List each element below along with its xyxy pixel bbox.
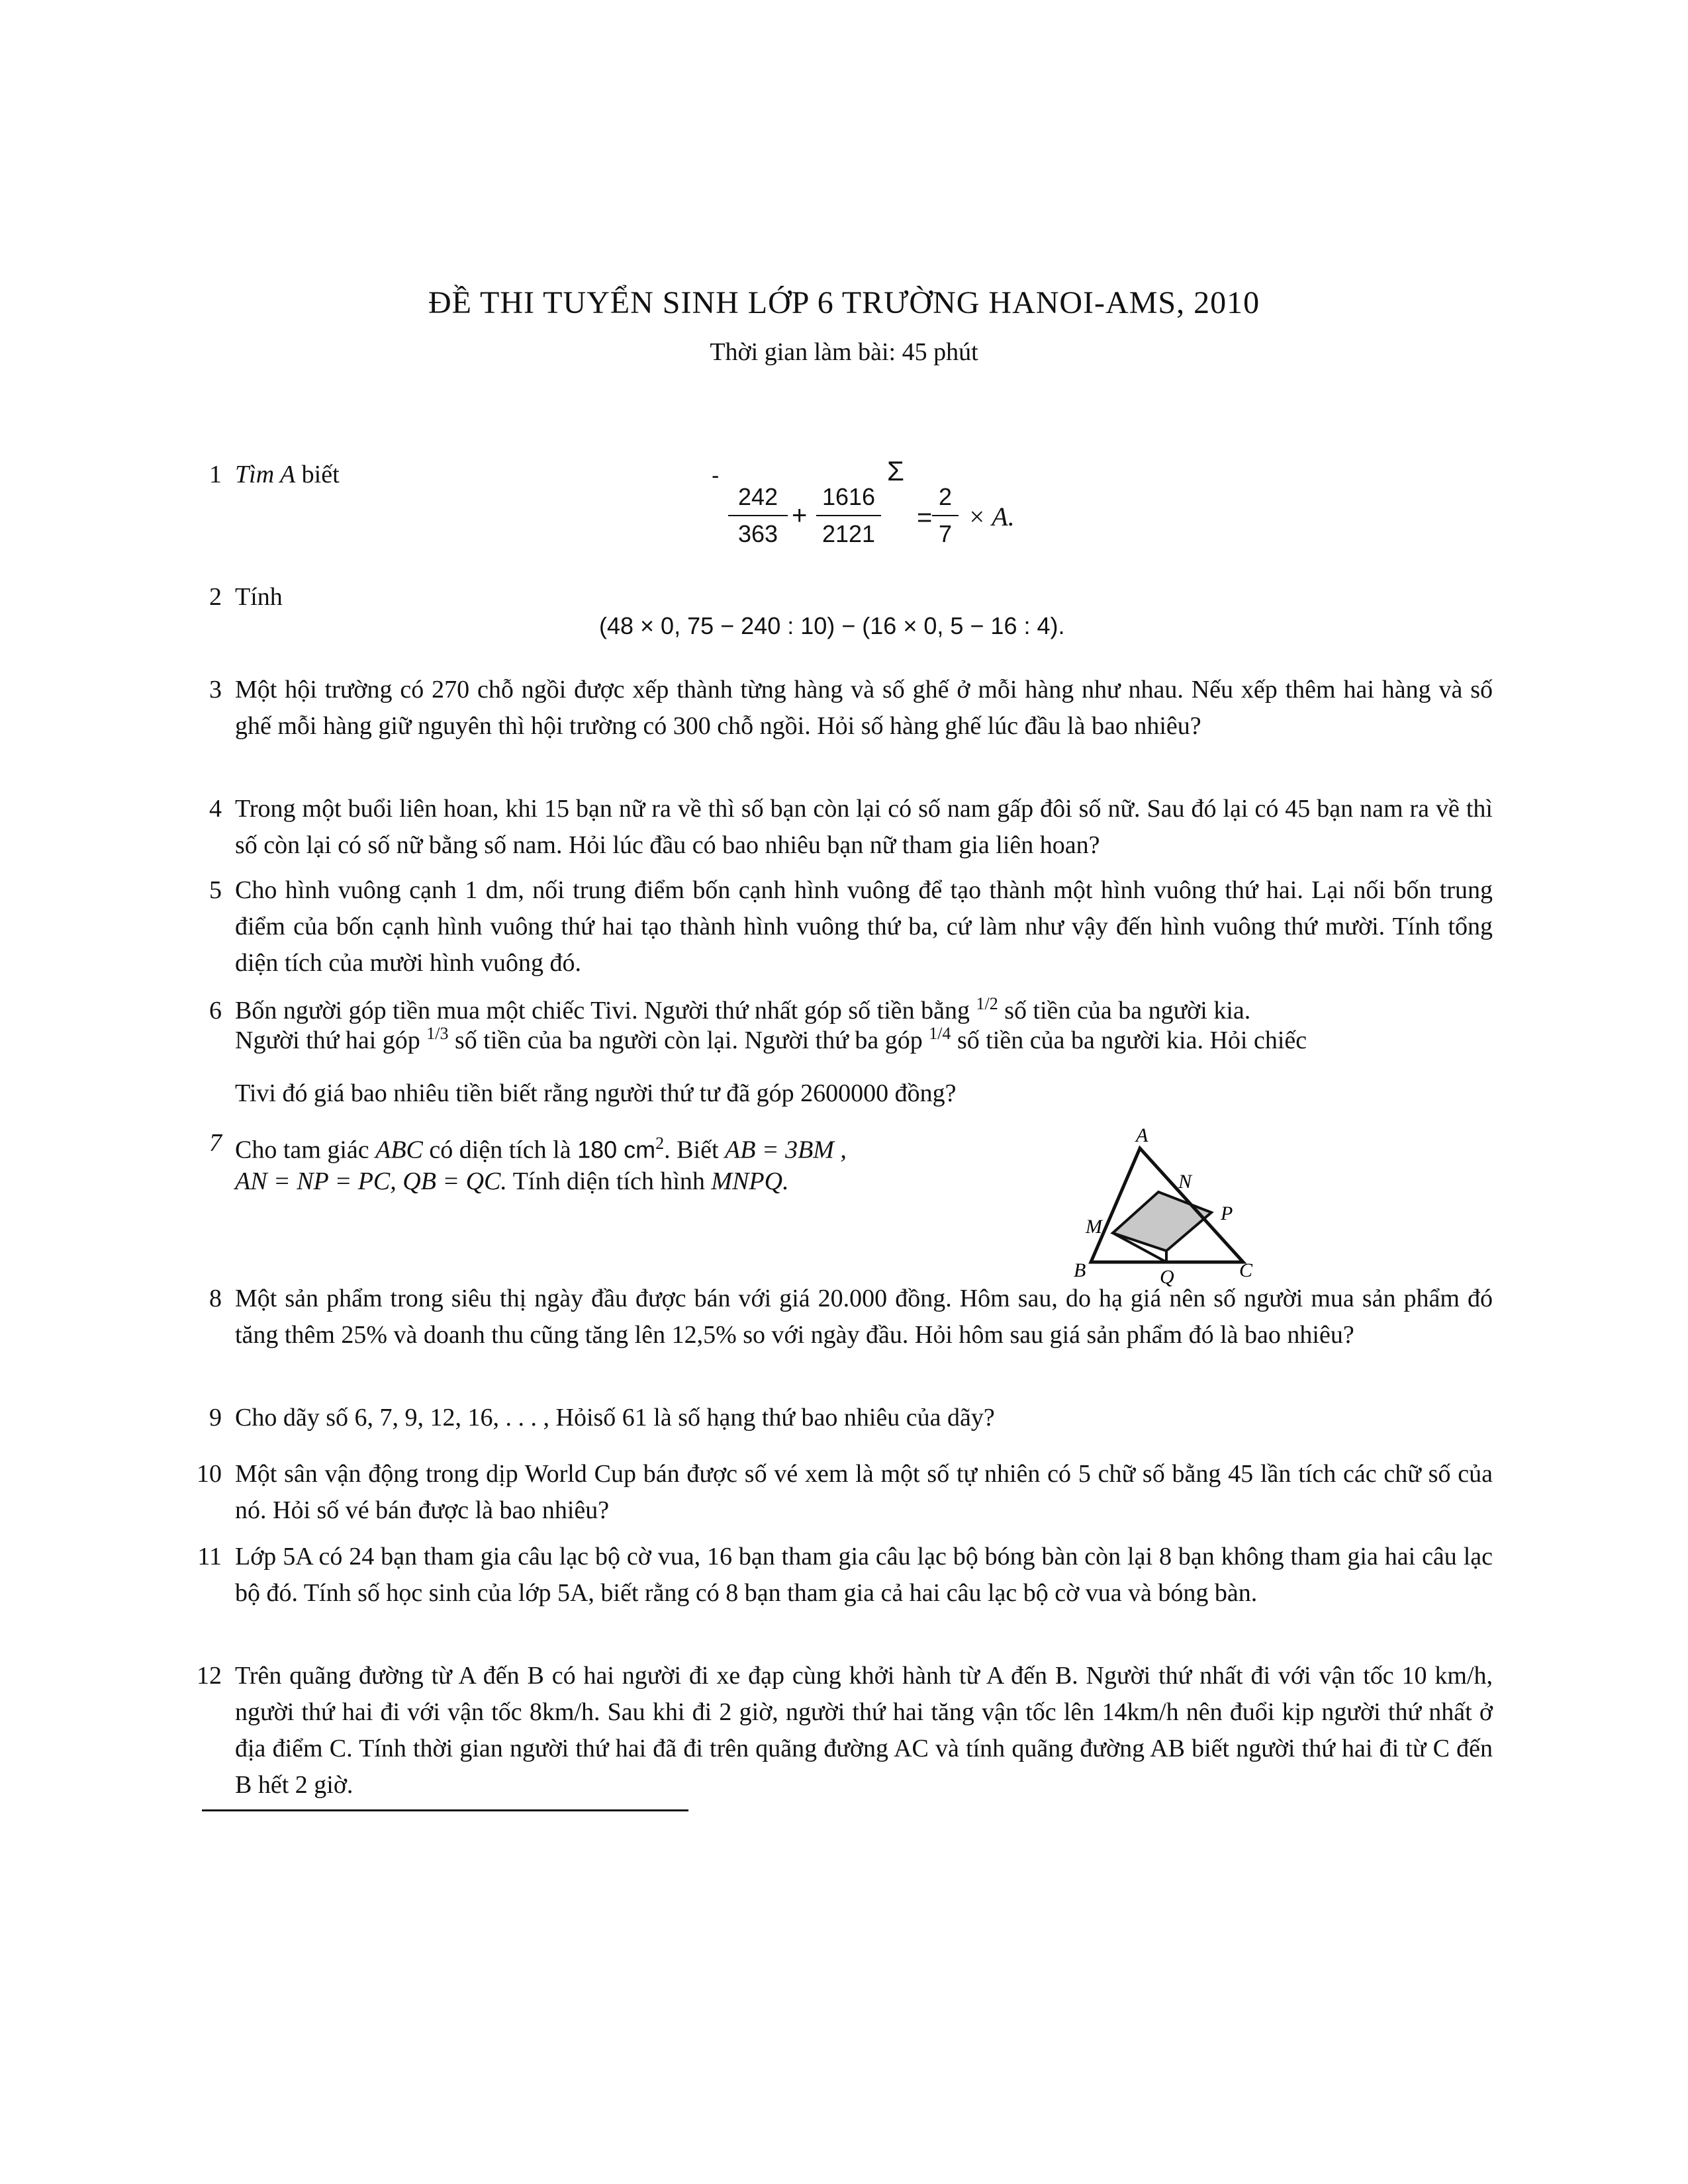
problem-text: Tính — [235, 583, 283, 611]
problem-number: 1 — [209, 461, 222, 488]
eq1-equals: = — [917, 503, 933, 532]
label-m: M — [1086, 1216, 1102, 1238]
eq1-fraction-1 — [728, 483, 788, 548]
label-c: C — [1239, 1259, 1253, 1281]
eq1-fraction-3 — [932, 483, 959, 548]
problem-7-line-1 — [235, 1125, 1096, 1169]
problem-6-line-2 — [235, 1023, 1499, 1061]
eq1-f2-den: 2121 — [821, 520, 876, 547]
problem-number: 9 — [209, 1404, 222, 1432]
eq1-f3-num: 2 — [932, 483, 959, 516]
p6-fraction-third: 1/3 — [426, 1024, 449, 1043]
problem-7 — [185, 1125, 1496, 1205]
eq1-f1-num: 242 — [728, 483, 788, 516]
problem-number: 10 — [197, 1460, 222, 1488]
problem-text: Một sản phẩm trong siêu thị ngày đầu được bán với giá 20.000 đồng. Hôm sau, do hạ giá nên số người mua sản phẩm đó tăng thêm 25% và doanh thu cũng tăng lên 12,5% so với ngày đầu. Hỏi hôm sau giá sản phẩm đó là bao nhiêu? — [235, 1285, 1493, 1349]
p7-text-b: có diện tích là — [429, 1136, 571, 1164]
label-q: Q — [1160, 1266, 1174, 1288]
problem-number: 2 — [209, 583, 222, 611]
eq1-plus: + — [792, 501, 808, 530]
exam-title: ĐỀ THI TUYỂN SINH LỚP 6 TRƯỜNG HANOI-AMS, 2010 — [428, 285, 1260, 320]
equation-2: (48 × 0, 75 − 240 : 10) − (16 × 0, 5 − 16 : 4). — [599, 612, 1065, 639]
p6-fraction-quarter: 1/4 — [929, 1024, 951, 1043]
p6-text-b: số tiền của ba người kia. — [1004, 997, 1251, 1024]
p7-triangle-name: ABC — [375, 1136, 423, 1164]
footnote-rule — [202, 1809, 688, 1811]
p7-area: 180 cm — [577, 1136, 656, 1163]
problem-number: 6 — [209, 997, 222, 1024]
p6-fraction-half: 1/2 — [976, 994, 998, 1013]
eq1-f3-den: 7 — [938, 520, 953, 547]
p7-area-exp: 2 — [655, 1134, 665, 1153]
p6-text-f: Tivi đó giá bao nhiêu tiền biết rằng người thứ tư đã góp 2600000 đồng? — [235, 1079, 957, 1107]
problem-number: 7 — [209, 1129, 222, 1157]
p7-quad-name: MNPQ. — [711, 1167, 789, 1195]
label-n: N — [1178, 1171, 1192, 1193]
problem-number: 3 — [209, 676, 222, 704]
eq1-sigma: Σ — [887, 455, 904, 486]
label-a: A — [1136, 1124, 1149, 1146]
p7-text-a: Cho tam giác — [235, 1136, 369, 1164]
problem-number: 12 — [197, 1662, 222, 1690]
p6-text-d: số tiền của ba người còn lại. Người thứ ba góp — [455, 1026, 923, 1054]
eq1-open: - — [712, 463, 720, 488]
p6-text-e: số tiền của ba người kia. Hỏi chiếc — [957, 1026, 1307, 1054]
eq1-fraction-2 — [816, 483, 881, 548]
problem-text: Tìm A biết — [235, 461, 340, 488]
p6-text-a: Bốn người góp tiền mua một chiếc Tivi. Người thứ nhất góp số tiền bằng — [235, 997, 970, 1024]
problem-6-line-3 — [235, 1075, 1499, 1112]
problem-text: Một hội trường có 270 chỗ ngồi được xếp thành từng hàng và số ghế ở mỗi hàng như nhau. Nếu xếp thêm hai hàng và số ghế mỗi hàng giữ nguyên thì hội trường có 300 chỗ ngồi. Hỏi số hàng ghế lúc đầu là bao nhiêu? — [235, 676, 1493, 740]
p7-text-d: Tính diện tích hình — [512, 1167, 705, 1195]
p7-relation-1: AB = 3BM , — [725, 1136, 847, 1164]
exam-time: Thời gian làm bài: 45 phút — [710, 338, 978, 366]
problem-text: Trên quãng đường từ A đến B có hai người đi xe đạp cùng khởi hành từ A đến B. Người thứ nhất đi với vận tốc 10 km/h, người thứ hai đi với vận tốc 8km/h. Sau khi đi 2 giờ, người thứ hai tăng vận tốc lên 14km/h nên đuổi kịp người thứ nhất ở địa điểm C. Tính thời gian người thứ hai đã đi trên quãng đường AC và tính quãng đường AB biết người thứ hai đi từ C đến B hết 2 giờ. — [235, 1662, 1493, 1799]
eq1-times-a: × A. — [968, 502, 1015, 531]
p7-text-c: . Biết — [664, 1136, 719, 1164]
problem-text: Một sân vận động trong dịp World Cup bán được số vé xem là một số tự nhiên có 5 chữ số bằng 45 lần tích các chữ số của nó. Hỏi số vé bán được là bao nhiêu? — [235, 1460, 1493, 1524]
p6-text-c: Người thứ hai góp — [235, 1026, 420, 1054]
p7-relation-2: AN = NP = PC, QB = QC. — [235, 1167, 507, 1195]
triangle-figure — [1072, 1122, 1271, 1297]
problem-text: Lớp 5A có 24 bạn tham gia câu lạc bộ cờ vua, 16 bạn tham gia câu lạc bộ bóng bàn còn lại 8 bạn không tham gia hai câu lạc bộ đó. Tính số học sinh của lớp 5A, biết rằng có 8 bạn tham gia cả hai câu lạc bộ cờ vua và bóng bàn. — [235, 1543, 1493, 1607]
problem-6 — [185, 993, 1496, 1118]
label-p: P — [1221, 1203, 1233, 1224]
problem-number: 11 — [197, 1543, 222, 1570]
problem-text: Trong một buổi liên hoan, khi 15 bạn nữ ra về thì số bạn còn lại có số nam gấp đôi số nữ. Sau đó lại có 45 bạn nam ra về thì số còn lại có số nữ bằng số nam. Hỏi lúc đầu có bao nhiêu bạn nữ tham gia liên hoan? — [235, 795, 1493, 859]
eq1-f2-num: 1616 — [816, 483, 881, 516]
problem-number: 4 — [209, 795, 222, 823]
problem-number: 8 — [209, 1285, 222, 1312]
problem-7-line-2 — [235, 1163, 1096, 1200]
problem-text: Cho dãy số 6, 7, 9, 12, 16, . . . , Hỏisố 61 là số hạng thứ bao nhiêu của dãy? — [235, 1404, 995, 1432]
label-b: B — [1074, 1259, 1086, 1281]
problem-number: 5 — [209, 876, 222, 904]
problem-text: Cho hình vuông cạnh 1 dm, nối trung điểm bốn cạnh hình vuông để tạo thành một hình vuông thứ hai. Lại nối bốn trung điểm của bốn cạnh hình vuông thứ hai tạo thành hình vuông thứ ba, cứ làm như vậy đến hình vuông thứ mười. Tính tổng diện tích của mười hình vuông đó. — [235, 876, 1493, 977]
eq1-f1-den: 363 — [737, 520, 778, 547]
